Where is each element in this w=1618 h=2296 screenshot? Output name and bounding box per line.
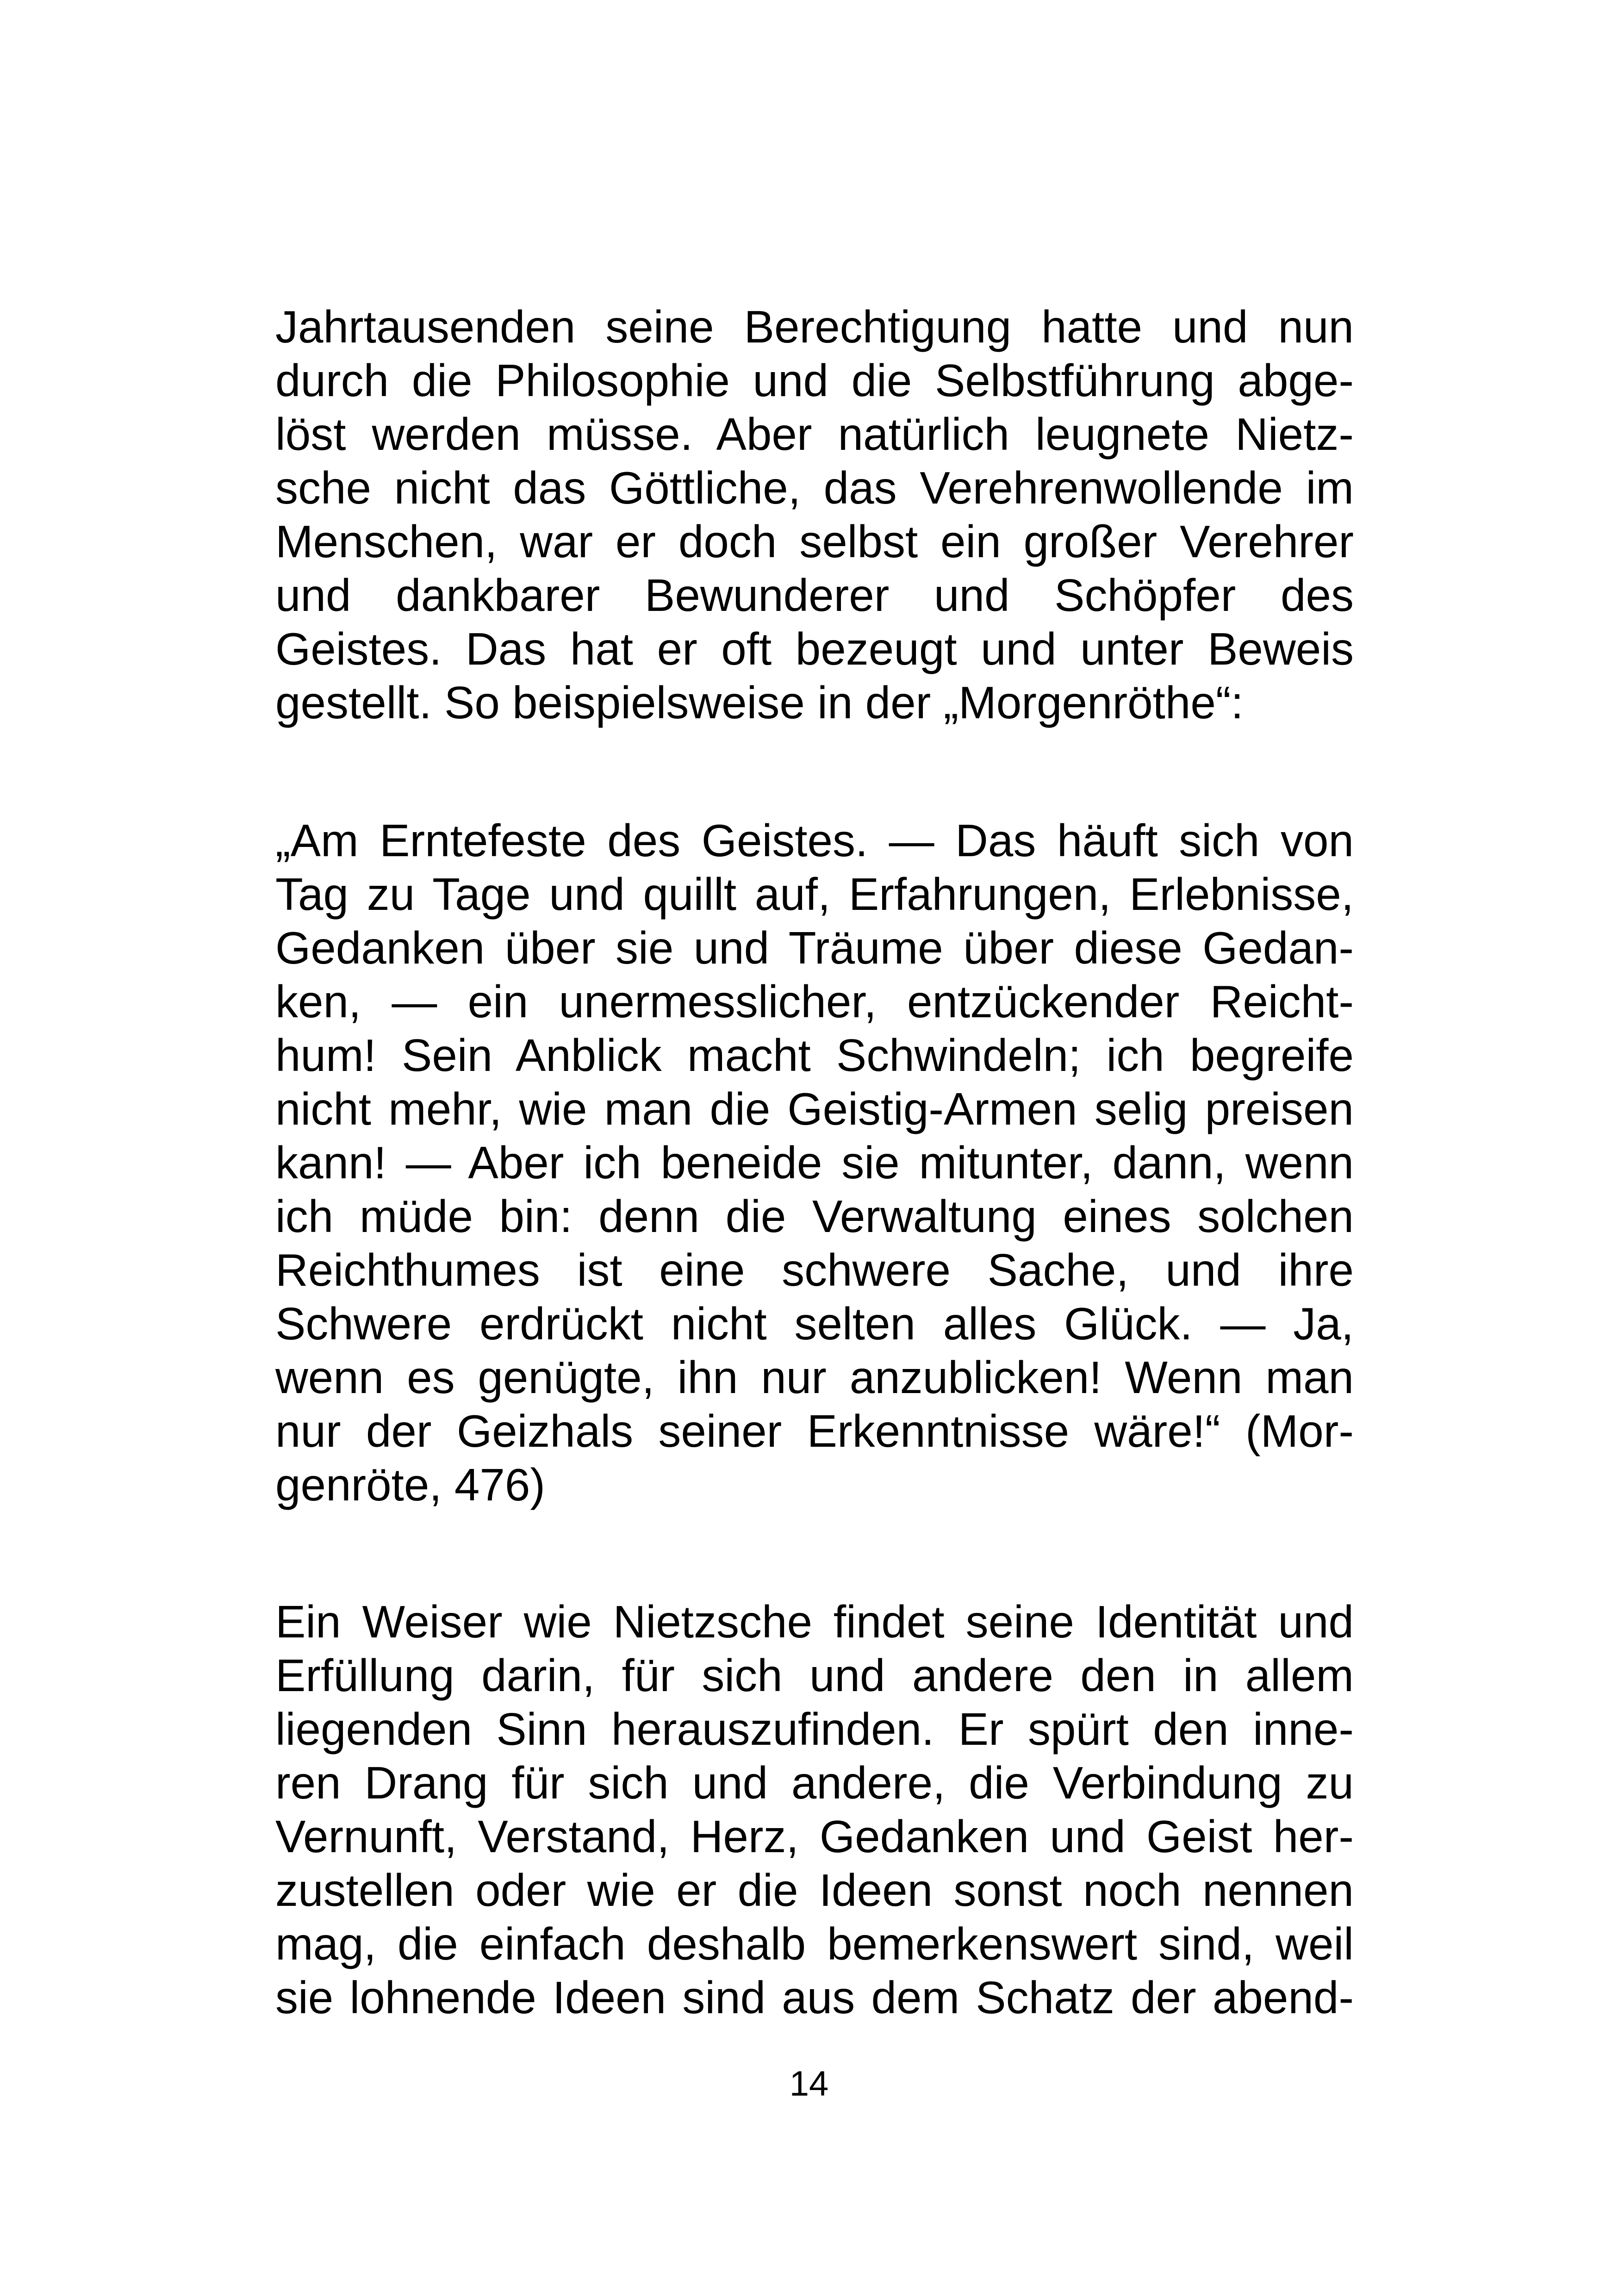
text-line: Geistes. Das hat er oft bezeugt und unter Beweis	[275, 623, 1354, 674]
text-line: zustellen oder wie er die Ideen sonst noch nennen	[275, 1865, 1354, 1916]
text-line: liegenden Sinn herauszufinden. Er spürt den inne-	[275, 1704, 1354, 1755]
text-line: sche nicht das Göttliche, das Verehrenwollende im	[275, 462, 1354, 513]
text-line: ken, — ein unermesslicher, entzückender Reicht-	[275, 976, 1354, 1027]
text-line: löst werden müsse. Aber natürlich leugnete Nietz-	[275, 409, 1354, 460]
text-line: Gedanken über sie und Träume über diese Gedan-	[275, 922, 1354, 973]
paragraph-weiser-nietzsche	[275, 1595, 1354, 2024]
page-number: 14	[789, 2064, 829, 2103]
text-line: Vernunft, Verstand, Herz, Gedanken und Geist her-	[275, 1811, 1354, 1862]
quote-morgenroethe	[275, 814, 1354, 1512]
text-line: wenn es genügte, ihn nur anzublicken! Wenn man	[275, 1352, 1354, 1403]
text-line: ren Drang für sich und andere, die Verbindung zu	[275, 1757, 1354, 1808]
text-line: Menschen, war er doch selbst ein großer Verehrer	[275, 516, 1354, 567]
text-line: genröte, 476)	[275, 1459, 545, 1510]
text-line: mag, die einfach deshalb bemerkenswert sind, weil	[275, 1918, 1354, 1969]
text-line: nur der Geizhals seiner Erkenntnisse wäre!“ (Mor-	[275, 1406, 1354, 1456]
text-line: durch die Philosophie und die Selbstführung abge-	[275, 355, 1354, 406]
text-line: und dankbarer Bewunderer und Schöpfer des	[275, 570, 1354, 621]
text-line: „Am Erntefeste des Geistes. — Das häuft sich von	[275, 815, 1354, 866]
text-line: kann! — Aber ich beneide sie mitunter, dann, wenn	[275, 1137, 1354, 1188]
paragraph-nietzsche-religion	[275, 300, 1354, 729]
text-line: Ein Weiser wie Nietzsche findet seine Identität und	[275, 1596, 1354, 1647]
text-line: gestellt. So beispielsweise in der „Morgenröthe“:	[275, 677, 1244, 728]
text-line: Jahrtausenden seine Berechtigung hatte und nun	[275, 301, 1354, 352]
text-line: Schwere erdrückt nicht selten alles Glück. — Ja,	[275, 1298, 1354, 1349]
text-line: ich müde bin: denn die Verwaltung eines solchen	[275, 1191, 1354, 1242]
text-line: sie lohnende Ideen sind aus dem Schatz der abend-	[275, 1972, 1354, 2023]
text-line: Reichthumes ist eine schwere Sache, und ihre	[275, 1244, 1354, 1295]
text-line: nicht mehr, wie man die Geistig-Armen selig preisen	[275, 1083, 1354, 1134]
text-line: Tag zu Tage und quillt auf, Erfahrungen, Erlebnisse,	[275, 869, 1354, 920]
text-line: Erfüllung darin, für sich und andere den in allem	[275, 1650, 1354, 1701]
text-line: hum! Sein Anblick macht Schwindeln; ich begreife	[275, 1030, 1354, 1081]
